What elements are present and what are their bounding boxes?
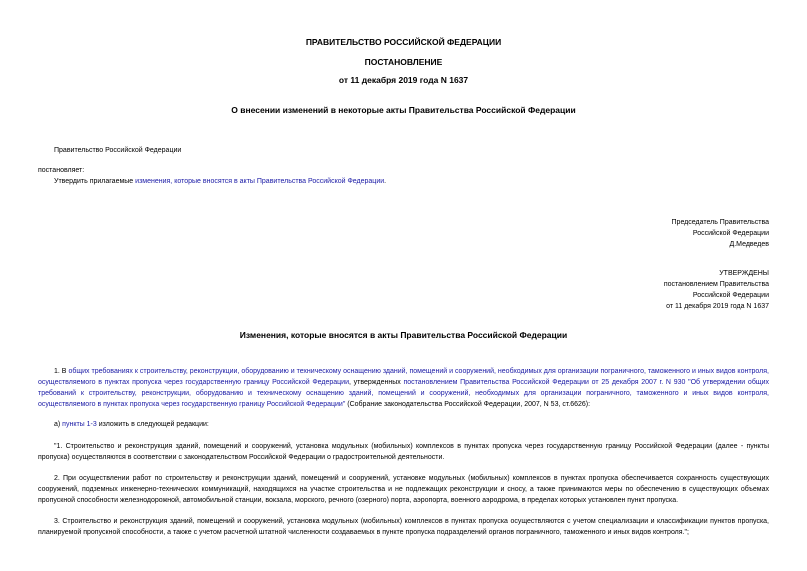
approved-stamp-line3: Российской Федерации xyxy=(692,292,769,299)
quote-point-3: 3. Строительство и реконструкция зданий, помещений и сооружений, установка модульных (мобильных) комплексов в пунктах пропуска осуществляются с учетом специализации и классификации пунктов пропуска, планируемой пропускной способности, а также с учетом расчетной штатной численности создаваемых в пункте пропуска подразделений органов пограничного, таможенного и иных видов контроля."; xyxy=(38,518,769,536)
government-text: Правительство Российской Федерации xyxy=(54,147,182,154)
signature-position-line2: Российской Федерации xyxy=(692,230,769,237)
decree-930-link[interactable]: постановлением Правительства Российской Федерации от 25 декабря 2007 г. N 930 "Об утверждении общих требований к строительству, реконструкции, оборудованию и техническому оснащению зданий, помещений и сооружений, необходимых для организации пограничного, таможенного и иных видов контроля, осуществляемого в пунктах пропуска через государственную границу Российской Федерации" xyxy=(38,379,770,408)
item-1-mid: , утвержденных xyxy=(349,379,404,386)
approve-suffix: . xyxy=(384,178,387,185)
points-1-3-link[interactable]: пункты 1-3 xyxy=(62,421,97,428)
issuer-heading: ПРАВИТЕЛЬСТВО РОССИЙСКОЙ ФЕДЕРАЦИИ xyxy=(305,37,502,47)
approved-stamp-line2: постановлением Правительства xyxy=(663,281,769,288)
approve-prefix: Утвердить прилагаемые xyxy=(54,178,136,185)
approve-link[interactable]: изменения, которые вносятся в акты Правительства Российской Федерации xyxy=(135,178,385,185)
changes-title: Изменения, которые вносятся в акты Правительства Российской Федерации xyxy=(239,330,568,340)
quote-point-2: 2. При осуществлении работ по строительству и реконструкции зданий, помещений и сооружений, установке модульных (мобильных) комплексов в пунктах пропуска обеспечивается сохранность существующих сооружений, подземных инженерно-технических коммуникаций, находящихся на участке строительства и не подлежащих реконструкции и сносу, а также принимаются меры по обеспечению в существующих объемах пропускной способности железнодорожной, автомобильной станции, вокзала, морского, речного (озерного) порта, аэропорта, военного аэродрома, в пределах которых установлен пункт пропуска. xyxy=(38,475,769,504)
item-a-prefix: а) xyxy=(54,421,63,428)
document-title: О внесении изменений в некоторые акты Правительства Российской Федерации xyxy=(231,105,576,115)
document-type-heading: ПОСТАНОВЛЕНИЕ xyxy=(364,57,443,67)
signature-position-line1: Председатель Правительства xyxy=(671,219,769,226)
signature-name: Д.Медведев xyxy=(729,241,769,248)
decrees-text: постановляет: xyxy=(38,167,85,174)
item-1-suffix: (Собрание законодательства Российской Федерации, 2007, N 53, ст.6626): xyxy=(345,401,591,408)
item-1-paragraph xyxy=(38,366,769,410)
item-a-suffix: изложить в следующей редакции: xyxy=(96,421,209,428)
general-requirements-link[interactable]: общих требованиях к строительству, реконструкции, оборудованию и техническому оснащению зданий, помещений и сооружений, необходимых для организации пограничного, таможенного и иных видов контроля, осуществляемого в пунктах пропуска через государственную границу Российской Федерации xyxy=(38,368,769,386)
approved-stamp-line1: УТВЕРЖДЕНЫ xyxy=(719,270,769,277)
approved-stamp-line4: от 11 декабря 2019 года N 1637 xyxy=(666,303,769,310)
item-1-prefix: 1. В xyxy=(54,368,69,375)
item-a-paragraph xyxy=(38,419,769,430)
document-date-heading: от 11 декабря 2019 года N 1637 xyxy=(338,75,469,85)
quote-point-1: "1. Строительство и реконструкция зданий, помещений и сооружений, установка модульных (мобильных) комплексов в пунктах пропуска через государственную границу Российской Федерации (далее - пункты пропуска) осуществляются в соответствии с законодательством Российской Федерации о градостроительной деятельности. xyxy=(38,443,769,461)
approve-paragraph xyxy=(54,177,386,187)
